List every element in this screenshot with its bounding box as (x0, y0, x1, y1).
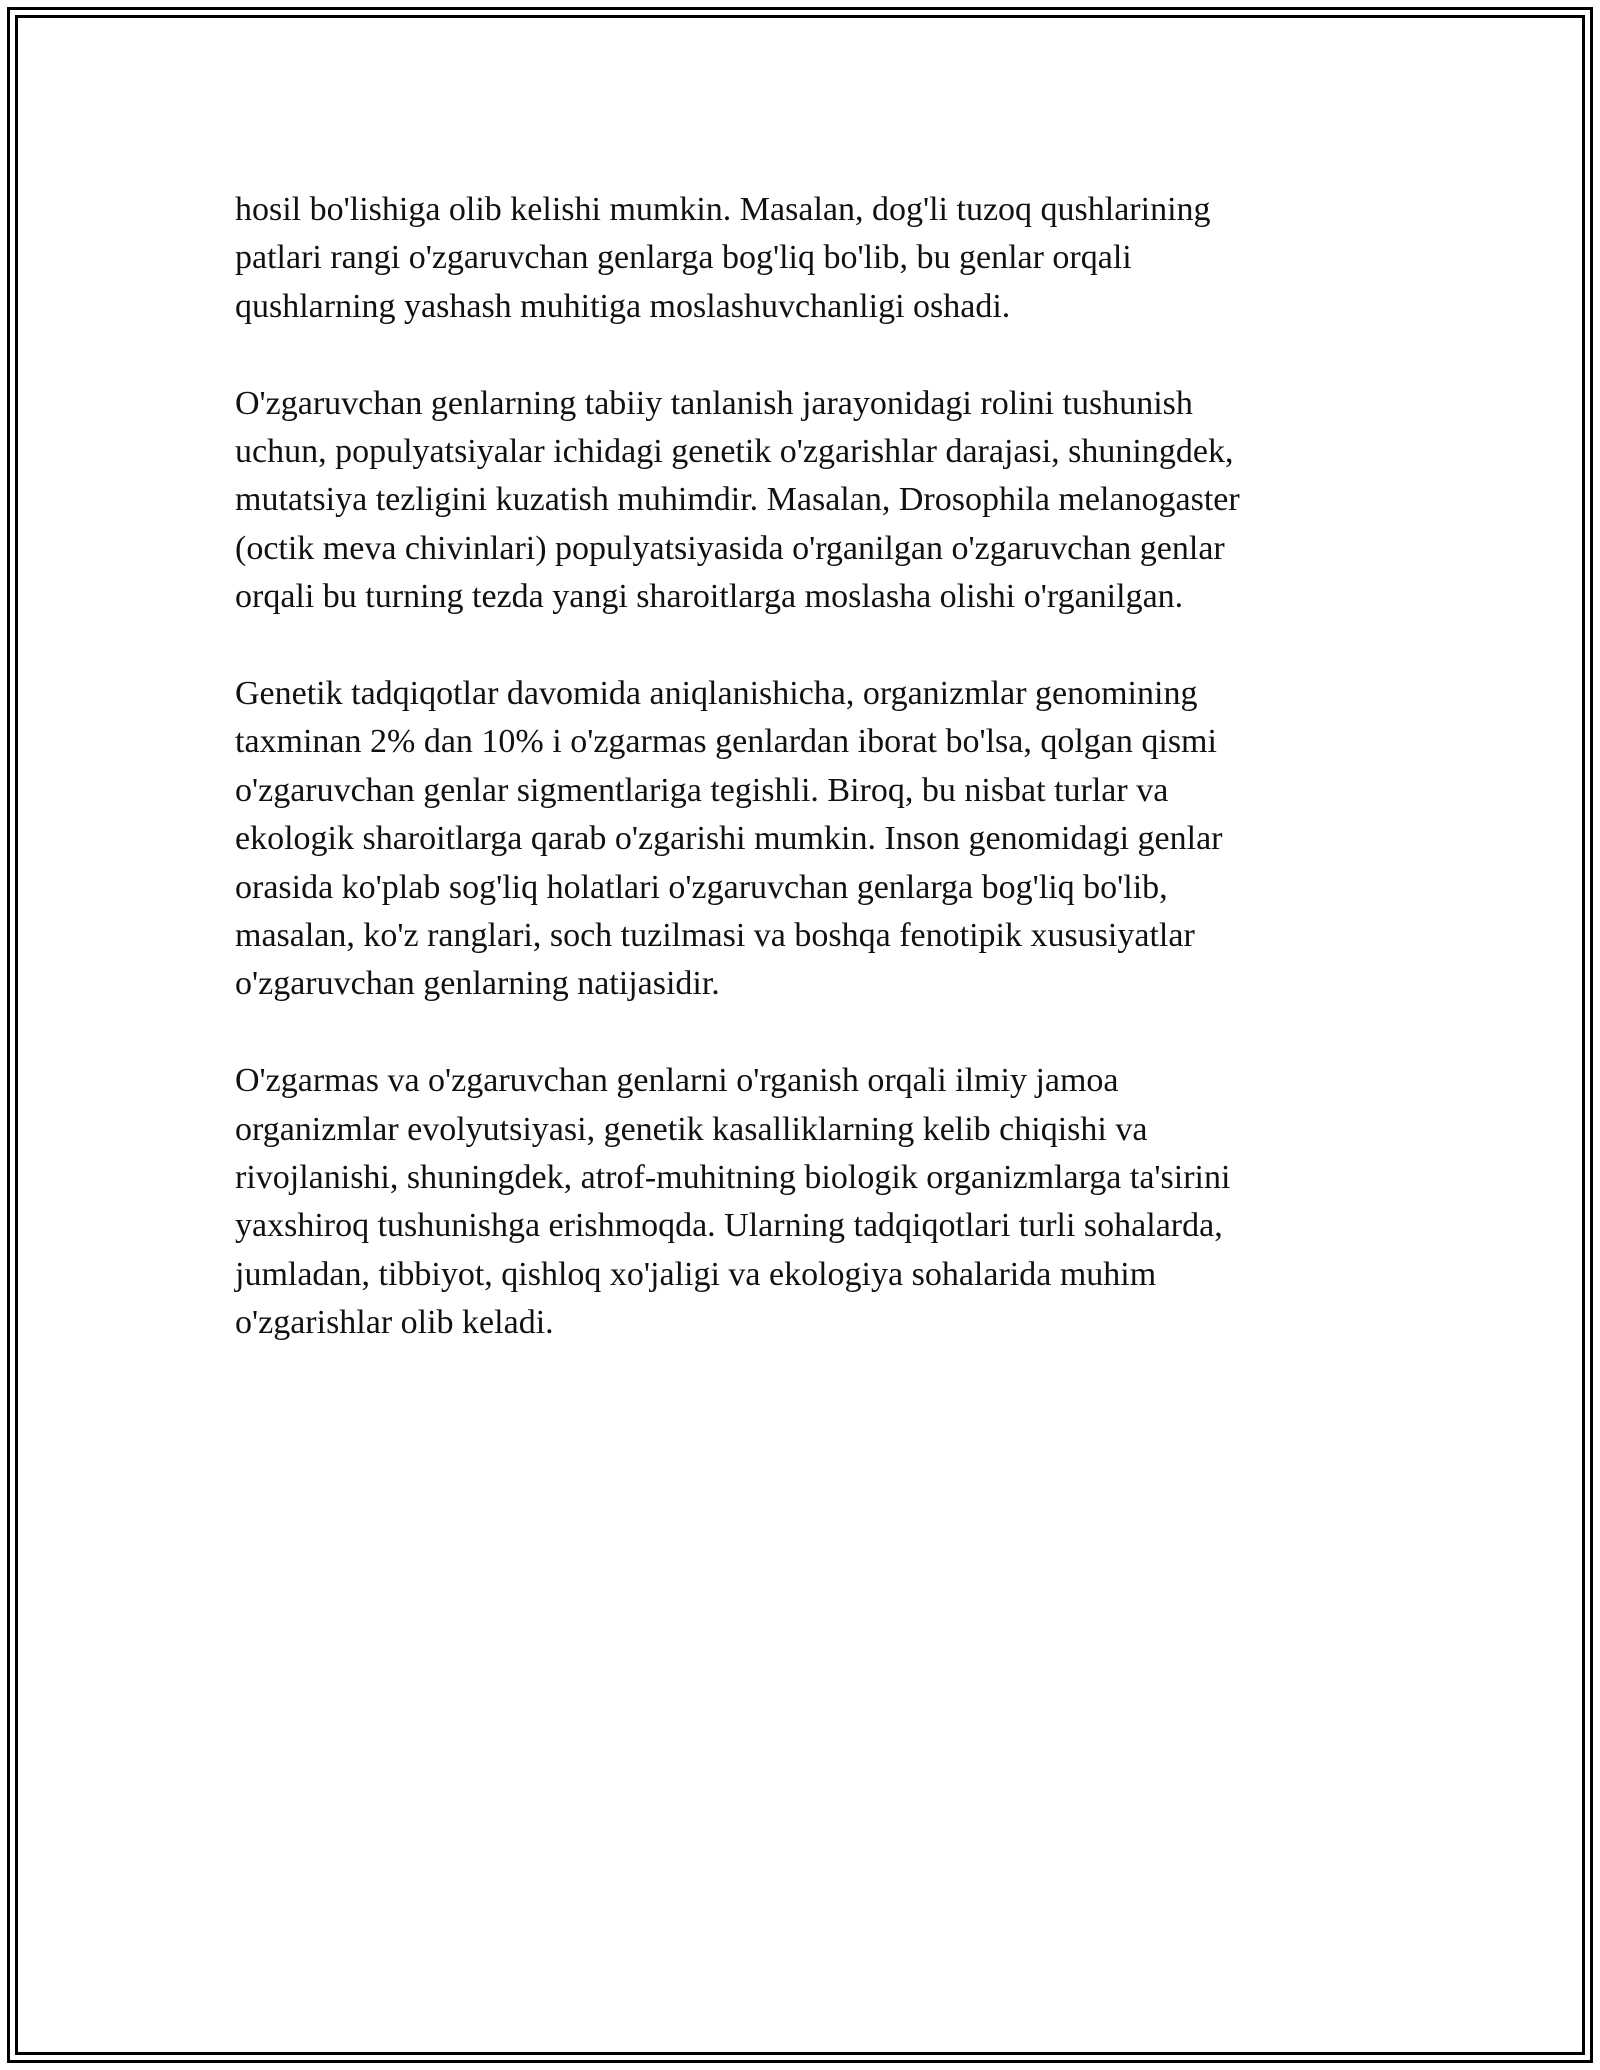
paragraph-4: O'zgarmas va o'zgaruvchan genlarni o'rganish orqali ilmiy jamoa organizmlar evolyutsiyasi, genetik kasalliklarning kelib chiqishi va rivojlanishi, shuningdek, atrof-muhitning biologik organizmlarga ta'sirini yaxshiroq tushunishga erishmoqda. Ularning tadqiqotlari turli sohalarda, jumladan, tibbiyot, qishloq xo'jaligi va ekologiya sohalarida muhim o'zgarishlar olib keladi. (235, 1062, 1231, 1342)
paragraph-1: hosil bo'lishiga olib kelishi mumkin. Masalan, dog'li tuzoq qushlarining patlari rangi o'zgaruvchan genlarga bog'liq bo'lib, bu genlar orqali qushlarning yashash muhitiga moslashuvchanligi oshadi. (235, 191, 1211, 325)
paragraph-2: O'zgaruvchan genlarning tabiiy tanlanish jarayonidagi rolini tushunish uchun, populyatsiyalar ichidagi genetik o'zgarishlar darajasi, shuningdek, mutatsiya tezligini kuzatish muhimdir. Masalan, Drosophila melanogaster (octik meva chivinlari) populyatsiyasida o'rganilgan o'zgaruvchan genlar orqali bu turning tezda yangi sharoitlarga moslasha olishi o'rganilgan. (235, 384, 1240, 616)
paragraph-3: Genetik tadqiqotlar davomida aniqlanishicha, organizmlar genomining taxminan 2% dan 10% i o'zgarmas genlardan iborat bo'lsa, qolgan qismi o'zgaruvchan genlar sigmentlariga tegishli. Biroq, bu nisbat turlar va ekologik sharoitlarga qarab o'zgarishi mumkin. Inson genomidagi genlar orasida ko'plab sog'liq holatlari o'zgaruvchan genlarga bog'liq bo'lib, masalan, ko'z ranglari, soch tuzilmasi va boshqa fenotipik xususiyatlar o'zgaruvchan genlarning natijasidir. (235, 675, 1223, 1003)
document-body (235, 186, 1355, 1396)
